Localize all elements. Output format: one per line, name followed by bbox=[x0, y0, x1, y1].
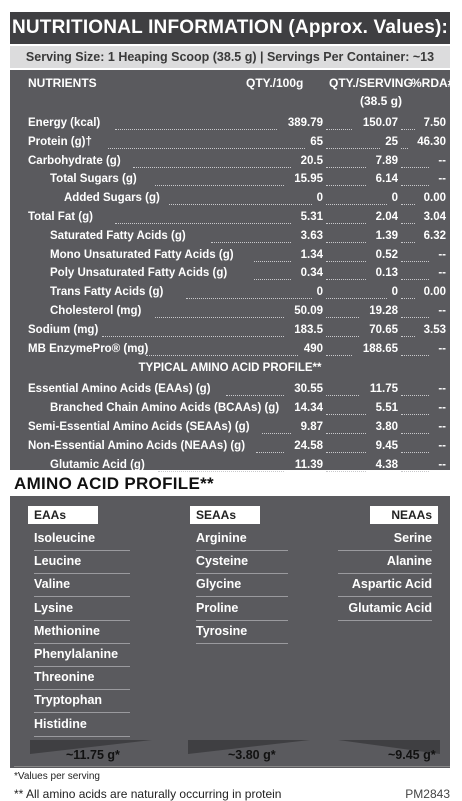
value-rda: 3.04 bbox=[423, 211, 446, 223]
value-rda: -- bbox=[438, 342, 446, 355]
header-per-serving-sub: (38.5 g) bbox=[360, 94, 403, 108]
amino-name: Essential Amino Acids (EAAs) (g) bbox=[28, 383, 211, 396]
nutrient-row bbox=[10, 191, 450, 209]
header-rda: %RDA# bbox=[411, 76, 455, 90]
amino-acid-item: Tyrosine bbox=[196, 621, 288, 644]
nutrient-row bbox=[10, 135, 450, 153]
dot-leader bbox=[115, 223, 291, 224]
nutrient-name: Carbohydrate (g) bbox=[28, 154, 121, 167]
value-per-serving: 7.89 bbox=[375, 154, 398, 167]
value-per-serving: 25 bbox=[385, 135, 398, 148]
value-rda: 0.00 bbox=[423, 192, 446, 205]
amino-acid-item: Aspartic Acid bbox=[338, 574, 432, 597]
amino-acid-item: Glycine bbox=[196, 574, 288, 597]
amino-acid-item: Alanine bbox=[338, 551, 432, 574]
dot-leader bbox=[326, 414, 366, 415]
dot-leader bbox=[326, 204, 387, 205]
nutrient-name: Cholesterol (mg) bbox=[50, 305, 142, 317]
value-per-serving: 5.51 bbox=[375, 402, 398, 415]
header-nutrients: NUTRIENTS bbox=[28, 76, 97, 90]
value-rda: -- bbox=[438, 305, 446, 317]
dot-leader bbox=[326, 261, 366, 262]
dot-leader bbox=[401, 261, 429, 262]
value-rda: -- bbox=[438, 421, 446, 433]
value-per-serving: 0.13 bbox=[375, 267, 398, 280]
dot-leader bbox=[326, 433, 366, 434]
dot-leader bbox=[401, 167, 429, 168]
value-per-serving: 6.14 bbox=[375, 173, 398, 186]
dot-leader bbox=[326, 355, 352, 356]
eaas-header: EAAs bbox=[28, 506, 98, 524]
dot-leader bbox=[401, 317, 429, 318]
neaas-amount: ~9.45 g* bbox=[388, 748, 436, 762]
amino-acid-item: Serine bbox=[338, 528, 432, 551]
dot-leader bbox=[326, 317, 359, 318]
amino-acid-item: Methionine bbox=[34, 621, 130, 644]
dot-leader bbox=[226, 395, 284, 396]
value-per-serving: 19.28 bbox=[369, 305, 398, 317]
nutrient-row bbox=[10, 285, 450, 303]
amino-acid-panel bbox=[10, 496, 450, 768]
amino-row bbox=[10, 458, 450, 476]
seaas-amount: ~3.80 g* bbox=[228, 748, 276, 762]
dot-leader bbox=[326, 452, 366, 453]
value-per-serving: 0 bbox=[391, 286, 398, 299]
nutrient-row bbox=[10, 266, 450, 284]
value-per-100g: 15.95 bbox=[294, 173, 323, 186]
amino-row bbox=[10, 382, 450, 400]
value-per-serving: 9.45 bbox=[375, 439, 398, 452]
value-per-100g: 24.58 bbox=[294, 439, 323, 452]
value-per-100g: 490 bbox=[303, 342, 323, 355]
value-rda: -- bbox=[438, 402, 446, 415]
product-code: PM2843 bbox=[405, 787, 450, 801]
dot-leader bbox=[155, 185, 284, 186]
dot-leader bbox=[401, 433, 429, 434]
dot-leader bbox=[326, 185, 366, 186]
amino-name: Semi-Essential Amino Acids (SEAAs) (g) bbox=[28, 421, 250, 433]
nutrient-row bbox=[10, 248, 450, 266]
value-per-serving: 150.07 bbox=[362, 117, 398, 129]
nutrient-name: Total Fat (g) bbox=[28, 211, 93, 223]
nutrient-row bbox=[10, 229, 450, 247]
amino-acid-item: Proline bbox=[196, 598, 288, 621]
dot-leader bbox=[211, 242, 291, 243]
amino-acid-item: Isoleucine bbox=[34, 528, 130, 551]
value-per-100g: 0.34 bbox=[300, 267, 323, 280]
nutrient-row bbox=[10, 210, 450, 228]
value-per-100g: 5.31 bbox=[300, 211, 323, 223]
value-per-100g: 9.87 bbox=[300, 421, 323, 433]
dot-leader bbox=[186, 298, 312, 299]
value-rda: -- bbox=[438, 458, 446, 471]
dot-leader bbox=[158, 471, 284, 472]
value-per-serving: 0 bbox=[391, 192, 398, 205]
dot-leader bbox=[401, 414, 429, 415]
amino-row bbox=[10, 401, 450, 419]
panel-title: NUTRITIONAL INFORMATION (Approx. Values): bbox=[10, 12, 450, 44]
value-rda: -- bbox=[438, 173, 446, 186]
header-per-serving: QTY./SERVING bbox=[329, 76, 413, 90]
dot-leader bbox=[401, 279, 429, 280]
dot-leader bbox=[146, 355, 298, 356]
value-per-100g: 3.63 bbox=[300, 229, 323, 242]
value-per-100g: 0 bbox=[316, 192, 323, 205]
value-per-100g: 14.34 bbox=[294, 402, 323, 415]
amino-acid-item: Threonine bbox=[34, 667, 130, 690]
amino-name: Branched Chain Amino Acids (BCAAs) (g) bbox=[50, 402, 280, 415]
dot-leader bbox=[401, 298, 415, 299]
dot-leader bbox=[155, 317, 284, 318]
amino-acid-item: Arginine bbox=[196, 528, 288, 551]
dot-leader bbox=[326, 223, 366, 224]
value-rda: -- bbox=[438, 267, 446, 280]
value-rda: 0.00 bbox=[423, 286, 446, 299]
dot-leader bbox=[326, 242, 366, 243]
amino-acid-item: Leucine bbox=[34, 551, 130, 574]
value-per-serving: 3.80 bbox=[375, 421, 398, 433]
dot-leader bbox=[115, 129, 277, 130]
value-per-serving: 70.65 bbox=[369, 323, 398, 336]
value-rda: -- bbox=[438, 439, 446, 452]
value-per-100g: 20.5 bbox=[300, 154, 323, 167]
value-rda: 7.50 bbox=[423, 117, 446, 129]
value-per-serving: 0.52 bbox=[375, 248, 398, 261]
footnote-amino: ** All amino acids are naturally occurring in protein bbox=[14, 787, 282, 801]
dot-leader bbox=[108, 148, 305, 149]
amount-divider bbox=[14, 766, 450, 767]
dot-leader bbox=[401, 223, 415, 224]
dot-leader bbox=[326, 298, 387, 299]
dot-leader bbox=[102, 336, 284, 337]
nutrient-row bbox=[10, 304, 450, 322]
serving-info: Serving Size: 1 Heaping Scoop (38.5 g) | Servings Per Container: ~13 bbox=[10, 46, 450, 68]
dot-leader bbox=[401, 148, 408, 149]
nutrient-name: Sodium (mg) bbox=[28, 323, 99, 336]
amino-acid-item: Cysteine bbox=[196, 551, 288, 574]
value-per-100g: 50.09 bbox=[294, 305, 323, 317]
dot-leader bbox=[401, 242, 415, 243]
nutrient-row bbox=[10, 342, 450, 360]
nutrient-name: Total Sugars (g) bbox=[50, 173, 137, 186]
value-rda: 3.53 bbox=[423, 323, 446, 336]
nutrient-name: Mono Unsaturated Fatty Acids (g) bbox=[50, 248, 234, 261]
dot-leader bbox=[401, 185, 429, 186]
value-rda: 6.32 bbox=[423, 229, 446, 242]
dot-leader bbox=[401, 336, 415, 337]
dot-leader bbox=[262, 433, 291, 434]
nutrient-name: Saturated Fatty Acids (g) bbox=[50, 229, 186, 242]
value-per-serving: 11.75 bbox=[369, 383, 398, 396]
value-per-100g: 1.34 bbox=[300, 248, 323, 261]
dot-leader bbox=[401, 355, 429, 356]
value-per-100g: 183.5 bbox=[294, 323, 323, 336]
amino-acid-profile-title: AMINO ACID PROFILE** bbox=[14, 474, 214, 493]
nutrient-name: Trans Fatty Acids (g) bbox=[50, 286, 164, 299]
dot-leader bbox=[326, 279, 366, 280]
amino-acid-item: Tryptophan bbox=[34, 690, 130, 713]
amino-row bbox=[10, 439, 450, 457]
dot-leader bbox=[326, 129, 352, 130]
value-per-100g: 30.55 bbox=[294, 383, 323, 396]
dot-leader bbox=[401, 204, 415, 205]
nutrient-name: MB EnzymePro® (mg) bbox=[28, 342, 149, 355]
value-per-serving: 188.65 bbox=[362, 342, 398, 355]
dot-leader bbox=[256, 452, 284, 453]
seaas-header: SEAAs bbox=[190, 506, 260, 524]
value-per-100g: 65 bbox=[310, 135, 323, 148]
dot-leader bbox=[133, 167, 291, 168]
header-per-100g: QTY./100g bbox=[246, 76, 304, 90]
dot-leader bbox=[401, 471, 429, 472]
value-rda: -- bbox=[438, 248, 446, 261]
dot-leader bbox=[326, 167, 366, 168]
amino-row bbox=[10, 420, 450, 438]
nutrient-row bbox=[10, 323, 450, 341]
nutrient-row bbox=[10, 154, 450, 172]
dot-leader bbox=[326, 395, 359, 396]
nutrient-name: Poly Unsaturated Fatty Acids (g) bbox=[50, 267, 228, 280]
value-per-serving: 1.39 bbox=[375, 229, 398, 242]
dot-leader bbox=[169, 204, 312, 205]
value-per-serving: 4.38 bbox=[375, 458, 398, 471]
nutrient-name: Added Sugars (g) bbox=[64, 192, 160, 205]
dot-leader bbox=[326, 148, 380, 149]
nutrition-table bbox=[10, 70, 455, 471]
dot-leader bbox=[401, 129, 415, 130]
amino-acid-item: Phenylalanine bbox=[34, 644, 130, 667]
amino-name: Glutamic Acid (g) bbox=[50, 458, 145, 471]
amino-name: Non-Essential Amino Acids (NEAAs) (g) bbox=[28, 439, 246, 452]
amino-acid-item: Valine bbox=[34, 574, 130, 597]
value-rda: -- bbox=[438, 154, 446, 167]
nutrient-name: Protein (g)† bbox=[28, 135, 92, 148]
dot-leader bbox=[401, 452, 429, 453]
dot-leader bbox=[254, 261, 291, 262]
value-per-100g: 0 bbox=[316, 286, 323, 299]
amino-acid-item: Glutamic Acid bbox=[338, 598, 432, 621]
value-rda: -- bbox=[438, 383, 446, 396]
eaas-amount: ~11.75 g* bbox=[66, 748, 120, 762]
dot-leader bbox=[401, 395, 429, 396]
value-per-serving: 2.04 bbox=[375, 211, 398, 223]
dot-leader bbox=[254, 279, 291, 280]
amino-acid-item: Lysine bbox=[34, 598, 130, 621]
neaas-header: NEAAs bbox=[370, 506, 438, 524]
dot-leader bbox=[326, 336, 359, 337]
nutrient-name: Energy (kcal) bbox=[28, 117, 101, 129]
footnote-per-serving: *Values per serving bbox=[14, 771, 100, 782]
amino-acid-item: Histidine bbox=[34, 714, 130, 737]
value-per-100g: 11.39 bbox=[294, 458, 323, 471]
nutrient-row bbox=[10, 172, 450, 190]
amino-profile-subtitle: TYPICAL AMINO ACID PROFILE** bbox=[138, 362, 322, 375]
value-rda: 46.30 bbox=[417, 135, 446, 148]
dot-leader bbox=[326, 471, 366, 472]
value-per-100g: 389.79 bbox=[287, 117, 323, 129]
nutrient-row bbox=[10, 116, 450, 134]
